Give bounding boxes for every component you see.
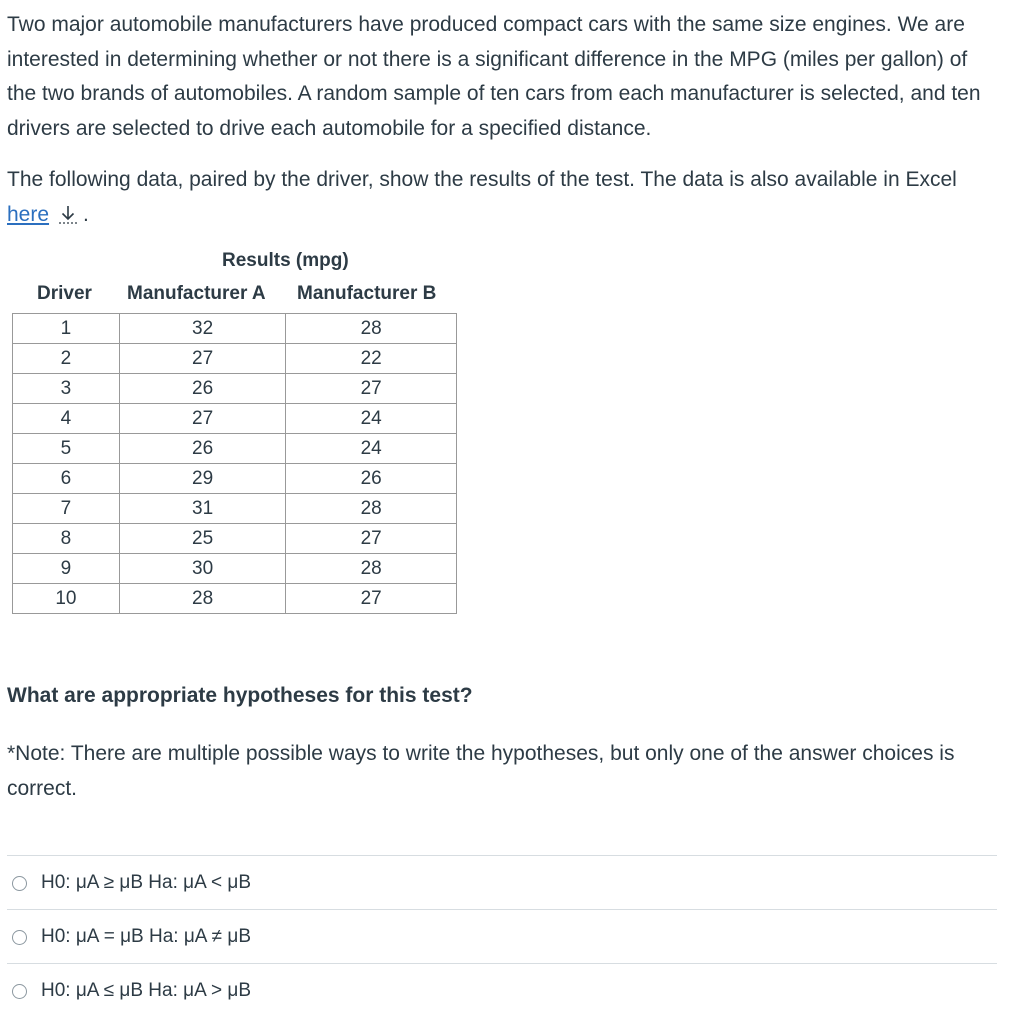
- manufacturer-a-cell: 27: [119, 404, 286, 434]
- driver-cell: 6: [13, 464, 120, 494]
- manufacturer-a-cell: 31: [119, 494, 286, 524]
- data-description: [7, 163, 997, 235]
- driver-cell: 8: [13, 524, 120, 554]
- manufacturer-b-cell: 22: [286, 344, 457, 374]
- answer-option-3[interactable]: [12, 980, 251, 1002]
- driver-cell: 7: [13, 494, 120, 524]
- driver-cell: 5: [13, 434, 120, 464]
- manufacturer-a-cell: 29: [119, 464, 286, 494]
- manufacturer-a-cell: 28: [119, 584, 286, 614]
- problem-statement: Two major automobile manufacturers have produced compact cars with the same size engines. We are interested in determining whether or not there is a significant difference in the MPG (miles per gallon) of the two brands of automobiles. A random sample of ten cars from each manufacturer is selected, and ten drivers are selected to drive each automobile for a specified distance.: [7, 13, 981, 140]
- answer-option-label: H0: μA ≥ μB Ha: μA < μB: [41, 872, 251, 893]
- table-row: [13, 344, 457, 374]
- answer-option-2[interactable]: [12, 926, 251, 948]
- answer-option-1[interactable]: [12, 872, 251, 894]
- download-arrow-icon[interactable]: [57, 201, 79, 236]
- radio-button[interactable]: [12, 876, 27, 891]
- manufacturer-a-cell: 26: [119, 434, 286, 464]
- table-row: [13, 524, 457, 554]
- data-description-text: The following data, paired by the driver, show the results of the test. The data is also available in Excel: [7, 168, 957, 191]
- results-table: [12, 313, 457, 614]
- divider: [7, 855, 997, 856]
- driver-cell: 10: [13, 584, 120, 614]
- table-row: [13, 314, 457, 344]
- manufacturer-b-cell: 28: [286, 494, 457, 524]
- radio-button[interactable]: [12, 930, 27, 945]
- answer-option-label: H0: μA = μB Ha: μA ≠ μB: [41, 926, 251, 947]
- manufacturer-b-cell: 27: [286, 374, 457, 404]
- driver-cell: 2: [13, 344, 120, 374]
- manufacturer-b-cell: 26: [286, 464, 457, 494]
- question-text: What are appropriate hypotheses for this test?: [7, 684, 473, 707]
- sentence-end: .: [83, 202, 89, 226]
- manufacturer-b-cell: 27: [286, 584, 457, 614]
- manufacturer-a-cell: 30: [119, 554, 286, 584]
- manufacturer-b-cell: 28: [286, 554, 457, 584]
- column-header-driver: Driver: [37, 283, 92, 304]
- manufacturer-b-cell: 24: [286, 434, 457, 464]
- table-caption: Results (mpg): [222, 250, 349, 271]
- table-row: [13, 584, 457, 614]
- driver-cell: 1: [13, 314, 120, 344]
- manufacturer-b-cell: 28: [286, 314, 457, 344]
- answer-option-label: H0: μA ≤ μB Ha: μA > μB: [41, 980, 251, 1001]
- driver-cell: 4: [13, 404, 120, 434]
- table-row: [13, 554, 457, 584]
- manufacturer-a-cell: 26: [119, 374, 286, 404]
- manufacturer-a-cell: 25: [119, 524, 286, 554]
- table-row: [13, 464, 457, 494]
- manufacturer-b-cell: 27: [286, 524, 457, 554]
- divider: [7, 909, 997, 910]
- table-row: [13, 494, 457, 524]
- column-header-manufacturer-a: Manufacturer A: [127, 283, 266, 304]
- manufacturer-a-cell: 27: [119, 344, 286, 374]
- note-text: *Note: There are multiple possible ways to write the hypotheses, but only one of the answer choices is correct.: [7, 742, 955, 800]
- table-row: [13, 434, 457, 464]
- manufacturer-a-cell: 32: [119, 314, 286, 344]
- divider: [7, 963, 997, 964]
- driver-cell: 3: [13, 374, 120, 404]
- table-row: [13, 374, 457, 404]
- manufacturer-b-cell: 24: [286, 404, 457, 434]
- driver-cell: 9: [13, 554, 120, 584]
- excel-download-link[interactable]: here: [7, 202, 50, 226]
- column-header-manufacturer-b: Manufacturer B: [297, 283, 437, 304]
- radio-button[interactable]: [12, 984, 27, 999]
- table-row: [13, 404, 457, 434]
